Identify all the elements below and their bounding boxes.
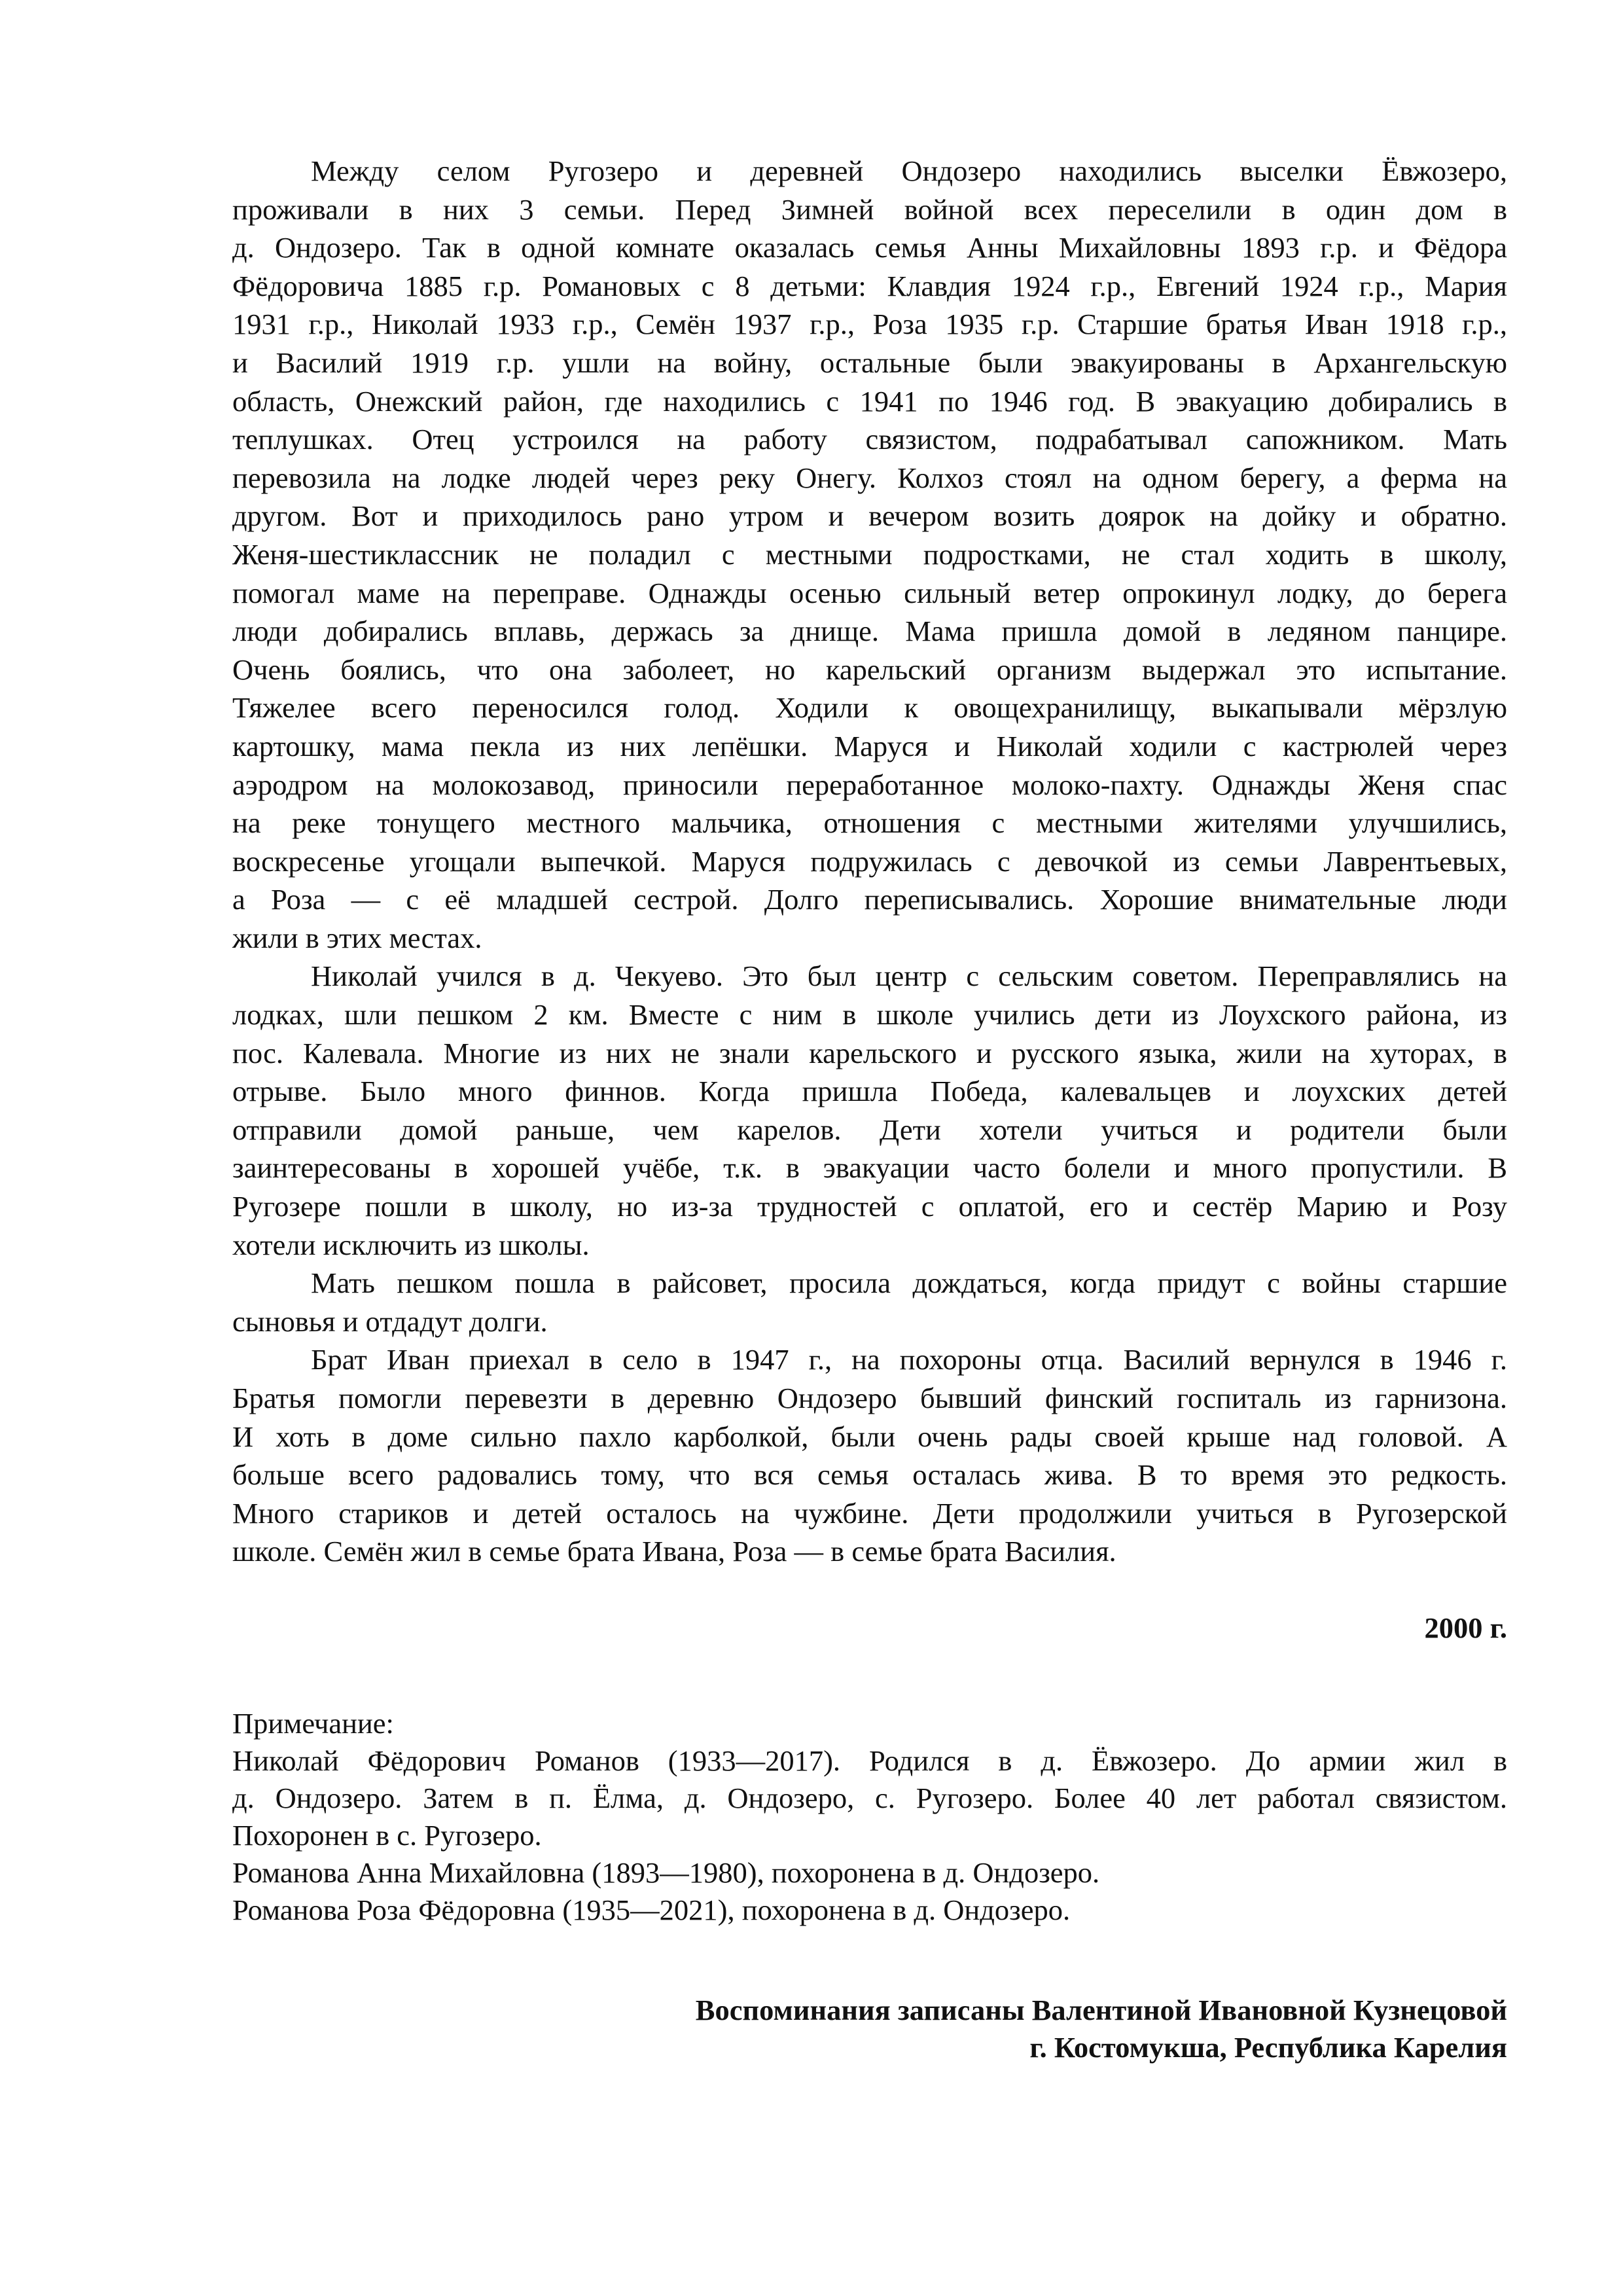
text-line: отправили домой раньше, чем карелов. Дети хотели учиться и родители были [232, 1113, 1507, 1146]
text-line: 1931 г.р., Николай 1933 г.р., Семён 1937 г.р., Роза 1935 г.р. Старшие братья Иван 1918 г.р., [232, 308, 1507, 341]
text-line: Много стариков и детей осталось на чужбине. Дети продолжили учиться в Ругозерской [232, 1496, 1507, 1530]
text-line: Брат Иван приехал в село в 1947 г., на похороны отца. Василий вернулся в 1946 г. [311, 1343, 1507, 1376]
text-line: И хоть в доме сильно пахло карболкой, были очень рады своей крыше над головой. А [232, 1420, 1507, 1453]
text-line: аэродром на молокозавод, приносили переработанное молоко-пахту. Однажды Женя спас [232, 768, 1507, 801]
text-line: проживали в них 3 семьи. Перед Зимней войной всех переселили в один дом в [232, 192, 1507, 226]
text-line: хотели исключить из школы. [232, 1228, 590, 1261]
text-line: Мать пешком пошла в райсовет, просила дождаться, когда придут с войны старшие [311, 1266, 1507, 1300]
text-line: больше всего радовались тому, что вся семья осталась жива. В то время это редкость. [232, 1458, 1507, 1492]
notes-section [232, 1705, 1507, 1929]
note-line: Романова Роза Фёдоровна (1935—2021), похоронена в д. Ондозеро. [232, 1893, 1071, 1926]
text-line: а Роза — с её младшей сестрой. Долго переписывались. Хорошие внимательные люди [232, 883, 1507, 916]
notes-heading: Примечание: [232, 1706, 394, 1740]
text-line: Тяжелее всего переносился голод. Ходили к овощехранилищу, выкапывали мёрзлую [232, 691, 1507, 725]
text-line: Николай учился в д. Чекуево. Это был центр с сельским советом. Переправлялись на [311, 960, 1507, 993]
document-date: 2000 г. [1424, 1611, 1507, 1644]
paragraph-evacuation [232, 152, 1507, 957]
recording-location: г. Костомукша, Республика Карелия [1029, 2030, 1507, 2064]
text-line: Братья помогли перевезти в деревню Ондозеро бывший финский госпиталь из гарнизона. [232, 1382, 1507, 1414]
text-line: другом. Вот и приходилось рано утром и вечером возить доярок на дойку и обратно. [232, 499, 1507, 533]
text-line: отрыве. Было много финнов. Когда пришла Победа, калевальцев и лоухских детей [232, 1075, 1507, 1108]
text-line: воскресенье угощали выпечкой. Маруся подружилась с девочкой из семьи Лаврентьевых, [232, 844, 1507, 878]
text-line: теплушках. Отец устроился на работу связистом, подрабатывал сапожником. Мать [232, 423, 1507, 456]
note-line: д. Ондозеро. Затем в п. Ёлма, д. Ондозеро, с. Ругозеро. Более 40 лет работал связистом. [232, 1781, 1507, 1814]
text-line: Между селом Ругозеро и деревней Ондозеро находились выселки Ёвжозеро, [311, 154, 1507, 187]
paragraph-school [232, 957, 1507, 1264]
text-line: картошку, мама пекла из них лепёшки. Маруся и Николай ходили с кастрюлей через [232, 729, 1507, 762]
paragraph-mother [232, 1264, 1507, 1340]
attribution-block [232, 1992, 1507, 2066]
text-line: д. Ондозеро. Так в одной комнате оказалась семья Анны Михайловны 1893 г.р. и Фёдора [232, 231, 1507, 264]
document-page [232, 152, 1507, 2066]
paragraph-return [232, 1340, 1507, 1571]
text-line: перевозила на лодке людей через реку Онегу. Колхоз стоял на одном берегу, а ферма на [232, 461, 1507, 494]
text-line: помогал маме на переправе. Однажды осенью сильный ветер опрокинул лодку, до берега [232, 576, 1507, 609]
text-line: жили в этих местах. [232, 921, 482, 954]
note-line: Романова Анна Михайловна (1893—1980), похоронена в д. Ондозеро. [232, 1856, 1100, 1889]
text-line: Фёдоровича 1885 г.р. Романовых с 8 детьми: Клавдия 1924 г.р., Евгений 1924 г.р., Мария [232, 269, 1507, 302]
text-line: область, Онежский район, где находились с 1941 по 1946 год. В эвакуацию добирались в [232, 384, 1507, 418]
text-line: Ругозере пошли в школу, но из-за трудностей с оплатой, его и сестёр Марию и Розу [232, 1190, 1507, 1223]
text-line: Женя-шестиклассник не поладил с местными подростками, не стал ходить в школу, [232, 537, 1507, 571]
note-line: Похоронен в с. Ругозеро. [232, 1818, 542, 1852]
text-line: лодках, шли пешком 2 км. Вместе с ним в школе учились дети из Лоухского района, из [232, 998, 1507, 1031]
text-line: Очень боялись, что она заболеет, но карельский организм выдержал это испытание. [232, 653, 1507, 686]
recorded-by: Воспоминания записаны Валентиной Ивановной Кузнецовой [695, 1993, 1507, 2026]
text-line: сыновья и отдадут долги. [232, 1304, 548, 1338]
text-line: заинтересованы в хорошей учёбе, т.к. в эвакуации часто болели и много пропустили. В [232, 1151, 1507, 1185]
text-line: и Василий 1919 г.р. ушли на войну, остальные были эвакуированы в Архангельскую [232, 346, 1507, 379]
text-line: люди добирались вплавь, держась за днище. Мама пришла домой в ледяном панцире. [232, 615, 1507, 648]
note-line: Николай Фёдорович Романов (1933—2017). Родился в д. Ёвжозеро. До армии жил в [232, 1744, 1507, 1777]
text-line: школе. Семён жил в семье брата Ивана, Роза — в семье брата Василия. [232, 1535, 1116, 1568]
text-line: пос. Калевала. Многие из них не знали карельского и русского языка, жили на хуторах, в [232, 1036, 1507, 1069]
text-line: на реке тонущего местного мальчика, отношения с местными жителями улучшились, [232, 806, 1507, 840]
